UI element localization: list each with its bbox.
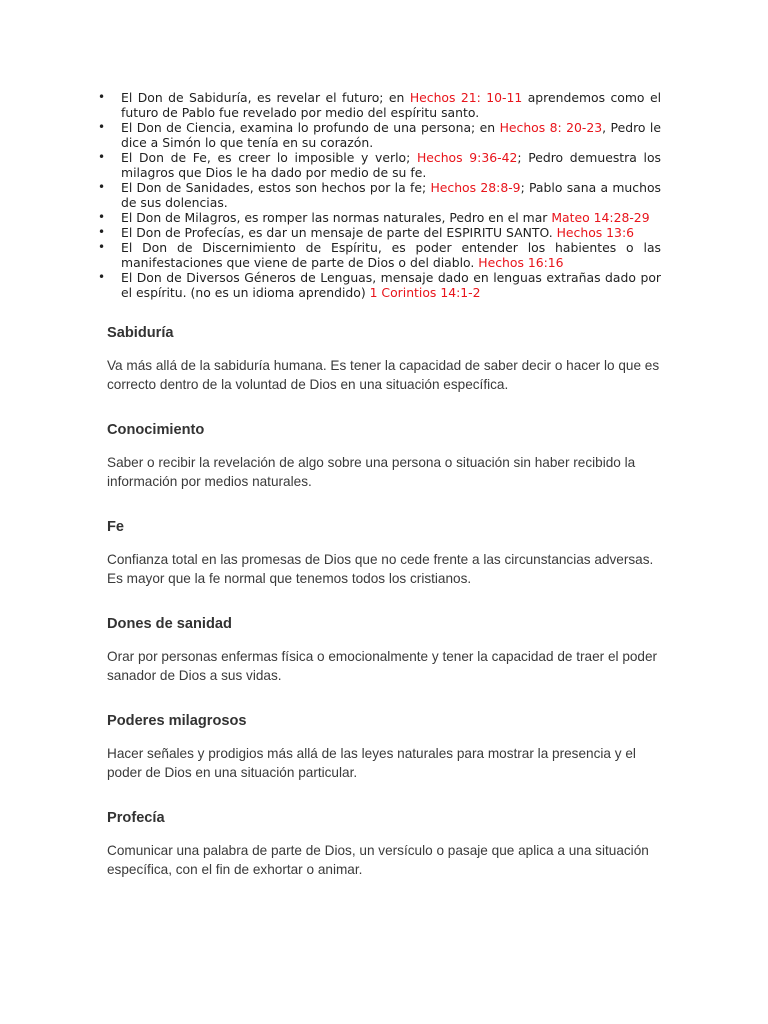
list-item xyxy=(95,150,661,180)
bible-reference: Hechos 8: 20-23 xyxy=(499,120,603,135)
section-heading-poderes-milagrosos: Poderes milagrosos xyxy=(107,713,247,729)
bible-reference: Hechos 9:36-42 xyxy=(416,150,518,165)
section-heading-sabiduria: Sabiduría xyxy=(107,325,174,341)
gift-description: El Don de Ciencia, examina lo profundo de una persona; en xyxy=(121,120,500,135)
section-text-fe: Confianza total en las promesas de Dios que no cede frente a las circunstancias adversas. Es mayor que la fe normal que tenemos todos los cristianos. xyxy=(107,552,654,586)
gift-description: El Don de Profecías, es dar un mensaje de parte del ESPIRITU SANTO. xyxy=(121,225,557,240)
section-text-conocimiento: Saber o recibir la revelación de algo sobre una persona o situación sin haber recibido la información por medios naturales. xyxy=(107,455,636,489)
bullet-icon: • xyxy=(98,240,106,254)
section-text-profecia: Comunicar una palabra de parte de Dios, un versículo o pasaje que aplica a una situación específica, con el fin de exhortar o animar. xyxy=(107,843,649,877)
gift-description-cont: ; Pedro demuestra los milagros que Dios le ha dado por medio de su fe. xyxy=(121,150,661,180)
gift-description-cont: , Pedro le dice a Simón lo que tenía en su corazón. xyxy=(121,120,661,150)
gift-description: El Don de Sanidades, estos son hechos por la fe; xyxy=(121,180,431,195)
list-item xyxy=(95,225,661,240)
list-item xyxy=(95,210,661,225)
section-text-poderes-milagrosos: Hacer señales y prodigios más allá de las leyes naturales para mostrar la presencia y el poder de Dios en una situación particular. xyxy=(107,746,636,780)
bullet-icon: • xyxy=(98,120,106,134)
section-heading-dones-de-sanidad: Dones de sanidad xyxy=(107,616,232,632)
bible-reference: Mateo 14:28-29 xyxy=(551,210,650,225)
bullet-icon: • xyxy=(98,150,106,164)
section-heading-fe: Fe xyxy=(107,519,125,535)
section-heading-conocimiento: Conocimiento xyxy=(107,422,205,438)
list-item xyxy=(95,180,661,210)
list-item xyxy=(95,120,661,150)
gift-description: El Don de Discernimiento de Espíritu, es poder entender los habientes o las manifestaciones que viene de parte de Dios o del diablo. xyxy=(121,240,661,270)
gift-description: El Don de Diversos Géneros de Lenguas, mensaje dado en lenguas extrañas dado por el espíritu. (no es un idioma aprendido) xyxy=(121,270,661,300)
gift-description: El Don de Milagros, es romper las normas naturales, Pedro en el mar xyxy=(121,210,552,225)
gifts-bullet-list xyxy=(95,90,661,300)
section-text-sabiduria: Va más allá de la sabiduría humana. Es tener la capacidad de saber decir o hacer lo que es correcto dentro de la voluntad de Dios en una situación específica. xyxy=(107,358,660,392)
bullet-icon: • xyxy=(98,210,106,224)
list-item xyxy=(95,240,661,270)
section-text-dones-de-sanidad: Orar por personas enfermas física o emocionalmente y tener la capacidad de traer el poder sanador de Dios a sus vidas. xyxy=(107,649,658,683)
section-heading-profecia: Profecía xyxy=(107,810,165,826)
gift-description-cont: ; Pablo sana a muchos de sus dolencias. xyxy=(121,180,661,210)
bible-reference: Hechos 13:6 xyxy=(556,225,634,240)
list-item xyxy=(95,90,661,120)
bullet-icon: • xyxy=(98,225,106,239)
bible-reference: Hechos 28:8-9 xyxy=(430,180,521,195)
bible-reference: Hechos 16:16 xyxy=(478,255,564,270)
bullet-icon: • xyxy=(98,270,106,284)
gift-description: El Don de Fe, es creer lo imposible y verlo; xyxy=(121,150,417,165)
gift-description-cont: aprendemos como el futuro de Pablo fue revelado por medio del espíritu santo. xyxy=(121,90,662,120)
gift-definitions xyxy=(107,320,667,902)
bible-reference: Hechos 21: 10-11 xyxy=(409,90,523,105)
bible-reference: 1 Corintios 14:1-2 xyxy=(369,285,481,300)
bullet-icon: • xyxy=(98,90,106,104)
bullet-icon: • xyxy=(98,180,106,194)
list-item xyxy=(95,270,661,300)
gift-description: El Don de Sabiduría, es revelar el futuro; en xyxy=(121,90,410,105)
